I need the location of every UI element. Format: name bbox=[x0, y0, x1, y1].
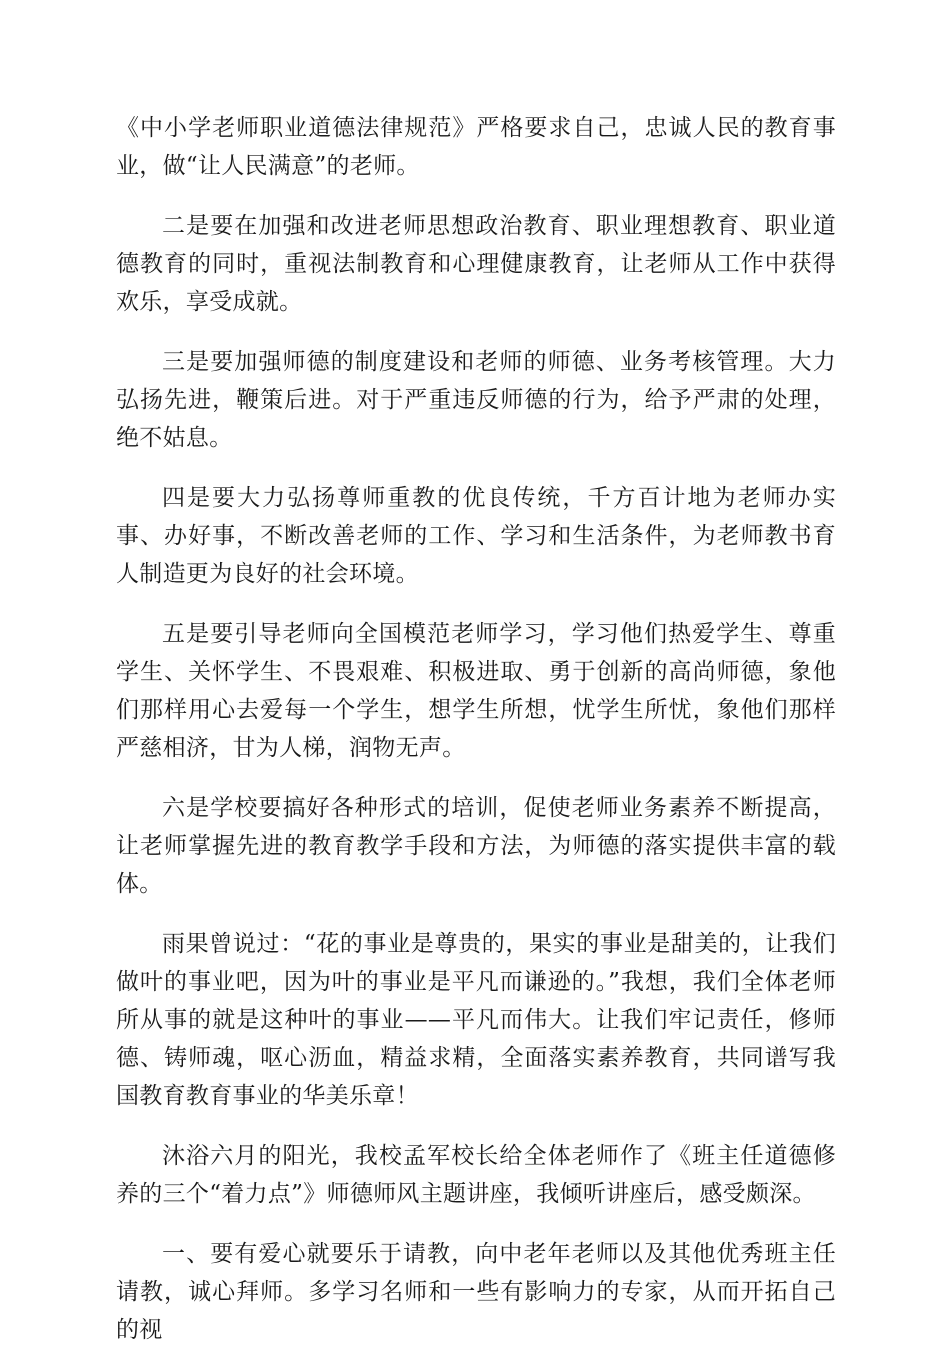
paragraph-3: 三是要加强师德的制度建设和老师的师德、业务考核管理。大力弘扬先进，鞭策后进。对于严重违反师德的行为，给予严肃的处理，绝不姑息。 bbox=[116, 349, 836, 451]
paragraph-7: 雨果曾说过：“花的事业是尊贵的，果实的事业是甜美的，让我们做叶的事业吧，因为叶的事业是平凡而谦逊的。”我想，我们全体老师所从事的就是这种叶的事业——平凡而伟大。让我们牢记责任，修师德、铸师魂，呕心沥血，精益求精，全面落实素养教育，共同谱写我国教育教育事业的华美乐章！ bbox=[116, 931, 836, 1109]
paragraph-4: 四是要大力弘扬尊师重教的优良传统，千方百计地为老师办实事、办好事，不断改善老师的工作、学习和生活条件，为老师教书育人制造更为良好的社会环境。 bbox=[116, 485, 836, 587]
paragraph-5: 五是要引导老师向全国模范老师学习，学习他们热爱学生、尊重学生、关怀学生、不畏艰难、积极进取、勇于创新的高尚师德，象他们那样用心去爱每一个学生，想学生所想，忧学生所忧，象他们那样严慈相济，甘为人梯，润物无声。 bbox=[116, 621, 836, 761]
paragraph-2: 二是要在加强和改进老师思想政治教育、职业理想教育、职业道德教育的同时，重视法制教育和心理健康教育，让老师从工作中获得欢乐，享受成就。 bbox=[116, 213, 836, 315]
paragraph-9: 一、要有爱心就要乐于请教，向中老年老师以及其他优秀班主任请教，诚心拜师。多学习名师和一些有影响力的专家，从而开拓自己的视 bbox=[116, 1241, 836, 1343]
paragraph-8: 沐浴六月的阳光，我校孟军校长给全体老师作了《班主任道德修养的三个“着力点”》师德师风主题讲座，我倾听讲座后，感受颇深。 bbox=[116, 1143, 836, 1207]
paragraph-1: 《中小学老师职业道德法律规范》严格要求自己，忠诚人民的教育事业，做“让人民满意”的老师。 bbox=[116, 115, 836, 179]
document-body bbox=[116, 109, 836, 1371]
paragraph-6: 六是学校要搞好各种形式的培训，促使老师业务素养不断提高，让老师掌握先进的教育教学手段和方法，为师德的落实提供丰富的载体。 bbox=[116, 795, 836, 897]
